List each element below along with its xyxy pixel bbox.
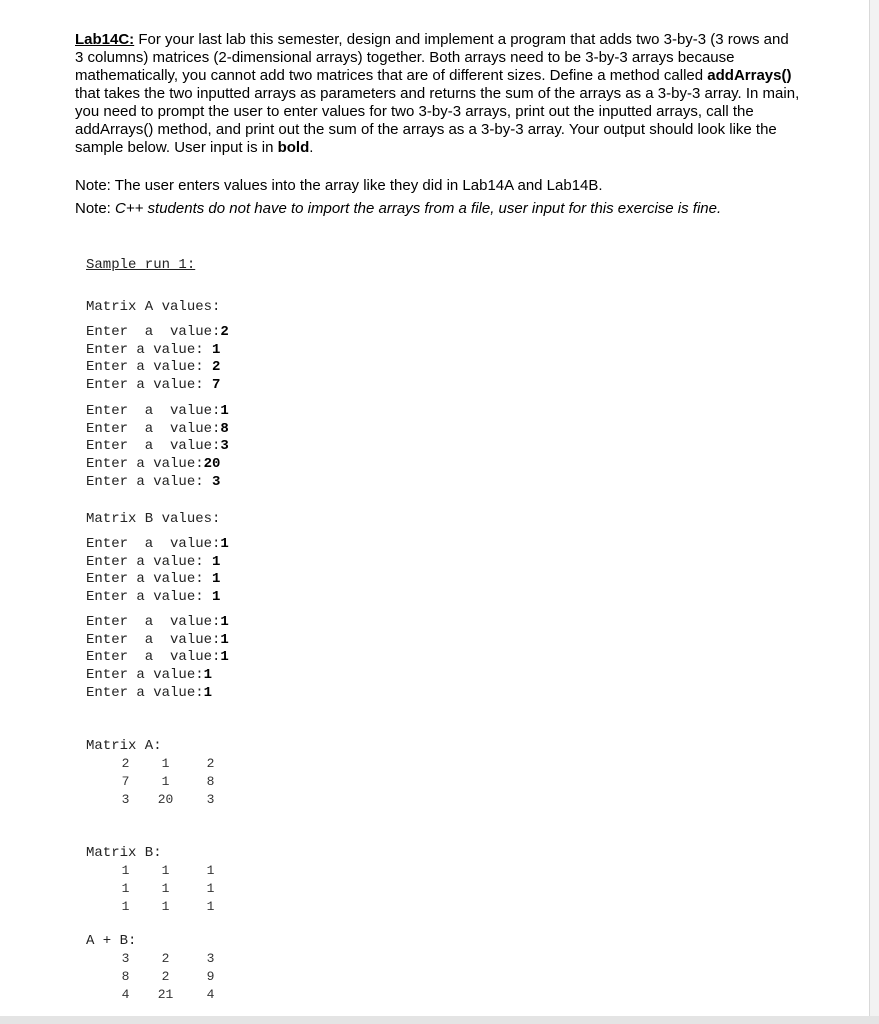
matrix-cell: 3 <box>121 951 130 966</box>
matrix-row <box>108 791 233 809</box>
matrix-cell: 20 <box>157 792 174 807</box>
prompt-text: Enter a value: <box>86 649 221 666</box>
matrix-cell: 3 <box>121 792 130 807</box>
note-2-italic: C++ students do not have to import the arrays from a file, user input for this exercise is fine. <box>115 200 722 217</box>
prompt-text: Enter a value: <box>86 438 221 455</box>
prompt-text: Enter a value: <box>86 614 221 630</box>
user-input: 1 <box>212 341 221 358</box>
matrix-cell: 3 <box>206 792 215 807</box>
user-input: 1 <box>220 403 229 419</box>
user-input: 1 <box>220 614 229 630</box>
matrix-cell: 1 <box>161 774 170 789</box>
prompt-line <box>86 403 229 421</box>
matrix-cell: 9 <box>206 969 215 984</box>
bold-word: bold <box>277 139 310 156</box>
matrix-cell: 21 <box>157 987 174 1002</box>
matrix-a-input-group-1 <box>86 324 229 395</box>
matrix-cell: 4 <box>121 987 130 1002</box>
note-1: Note: The user enters values into the array like they did in Lab14A and Lab14B. <box>75 177 603 194</box>
prompt-text: Enter a value: <box>86 536 221 552</box>
matrix-cell: 1 <box>206 863 215 878</box>
matrix-cell: 1 <box>161 863 170 878</box>
note-2-prefix: Note: <box>75 200 116 217</box>
user-input: 1 <box>220 631 229 648</box>
prompt-text: Enter a value: <box>86 667 204 684</box>
matrix-cell: 4 <box>206 987 215 1002</box>
prompt-line <box>86 589 229 607</box>
user-input: 1 <box>212 553 221 570</box>
note-2 <box>75 200 835 218</box>
prompt-line <box>86 536 229 554</box>
matrix-cell: 1 <box>121 881 130 896</box>
prompt-line <box>86 342 229 360</box>
prompt-line <box>86 685 229 703</box>
matrix-b-values-header: Matrix B values: <box>86 511 221 527</box>
matrix-cell: 1 <box>206 881 215 896</box>
page-bottom-edge <box>0 1016 879 1024</box>
matrix-row <box>108 755 233 773</box>
matrix-a-output-label: Matrix A: <box>86 738 162 754</box>
matrix-cell: 2 <box>206 756 215 771</box>
user-input: 3 <box>212 473 221 490</box>
prompt-text: Enter a value: <box>86 473 213 490</box>
prompt-text: Enter a value: <box>86 341 213 358</box>
prompt-line <box>86 614 229 632</box>
matrix-a-grid <box>108 755 233 809</box>
prompt-line <box>86 438 229 456</box>
prompt-text: Enter a value: <box>86 631 221 648</box>
user-input: 20 <box>203 456 221 473</box>
matrix-cell: 2 <box>121 756 130 771</box>
matrix-b-output-label: Matrix B: <box>86 845 162 861</box>
matrix-row <box>108 862 233 880</box>
sample-run-label: Sample run 1: <box>86 257 196 273</box>
user-input: 3 <box>220 438 229 455</box>
matrix-row <box>108 968 233 986</box>
prompt-text: Enter a value: <box>86 456 204 473</box>
matrix-row <box>108 880 233 898</box>
matrix-cell: 1 <box>161 881 170 896</box>
prompt-line <box>86 571 229 589</box>
matrix-cell: 1 <box>121 863 130 878</box>
assignment-description <box>75 31 800 157</box>
sum-grid <box>108 950 233 1004</box>
matrix-row <box>108 986 233 1004</box>
description-end: . <box>309 139 314 156</box>
matrix-cell: 2 <box>161 969 170 984</box>
matrix-row <box>108 898 233 916</box>
matrix-b-input-group-1 <box>86 536 229 607</box>
description-part-2: that takes the two inputted arrays as parameters and returns the sum of the arrays as a 3-by-3 array. In main, you need to prompt the user to enter values for two 3-by-3 arrays, print out the inputted arrays, call the addArrays() method, and print out the sum of the arrays as a 3-by-3 array. Your output should look like the sample below. User input is in <box>75 85 800 156</box>
matrix-cell: 8 <box>121 969 130 984</box>
prompt-line <box>86 359 229 377</box>
prompt-text: Enter a value: <box>86 359 213 376</box>
matrix-cell: 1 <box>206 899 215 914</box>
sum-output-label: A + B: <box>86 933 137 949</box>
user-input: 1 <box>212 571 221 588</box>
matrix-row <box>108 950 233 968</box>
prompt-line <box>86 421 229 439</box>
prompt-text: Enter a value: <box>86 684 204 701</box>
prompt-line <box>86 554 229 572</box>
prompt-text: Enter a value: <box>86 420 221 437</box>
user-input: 1 <box>203 684 213 701</box>
prompt-line <box>86 456 229 474</box>
matrix-row <box>108 773 233 791</box>
user-input: 1 <box>220 536 229 552</box>
matrix-cell: 3 <box>206 951 215 966</box>
prompt-text: Enter a value: <box>86 571 213 588</box>
user-input: 1 <box>212 589 221 606</box>
prompt-line <box>86 324 229 342</box>
prompt-text: Enter a value: <box>86 377 213 394</box>
prompt-text: Enter a value: <box>86 403 221 419</box>
matrix-cell: 1 <box>161 756 170 771</box>
matrix-cell: 1 <box>161 899 170 914</box>
user-input: 7 <box>212 377 221 394</box>
prompt-text: Enter a value: <box>86 553 213 570</box>
prompt-line <box>86 474 229 492</box>
matrix-cell: 7 <box>121 774 130 789</box>
matrix-b-input-group-2 <box>86 614 229 703</box>
user-input: 1 <box>203 667 213 684</box>
matrix-a-input-group-2 <box>86 403 229 492</box>
prompt-line <box>86 632 229 650</box>
description-part-1: For your last lab this semester, design and implement a program that adds two 3-by-3 (3 rows and 3 columns) matrices (2-dimensional arrays) together. Both arrays need to be 3-by-3 arrays because mathematically, you cannot add two matrices that are of different sizes. Define a method called <box>75 31 789 84</box>
prompt-line <box>86 649 229 667</box>
matrix-cell: 1 <box>121 899 130 914</box>
user-input: 2 <box>220 324 229 340</box>
prompt-text: Enter a value: <box>86 589 213 606</box>
matrix-cell: 2 <box>161 951 170 966</box>
method-name: addArrays() <box>707 67 792 84</box>
user-input: 2 <box>212 359 221 376</box>
prompt-line <box>86 667 229 685</box>
lab-title: Lab14C: <box>75 31 135 48</box>
matrix-a-values-header: Matrix A values: <box>86 299 221 315</box>
prompt-line <box>86 377 229 395</box>
matrix-cell: 8 <box>206 774 215 789</box>
user-input: 1 <box>220 649 229 666</box>
prompt-text: Enter a value: <box>86 324 221 340</box>
user-input: 8 <box>220 420 229 437</box>
matrix-b-grid <box>108 862 233 916</box>
